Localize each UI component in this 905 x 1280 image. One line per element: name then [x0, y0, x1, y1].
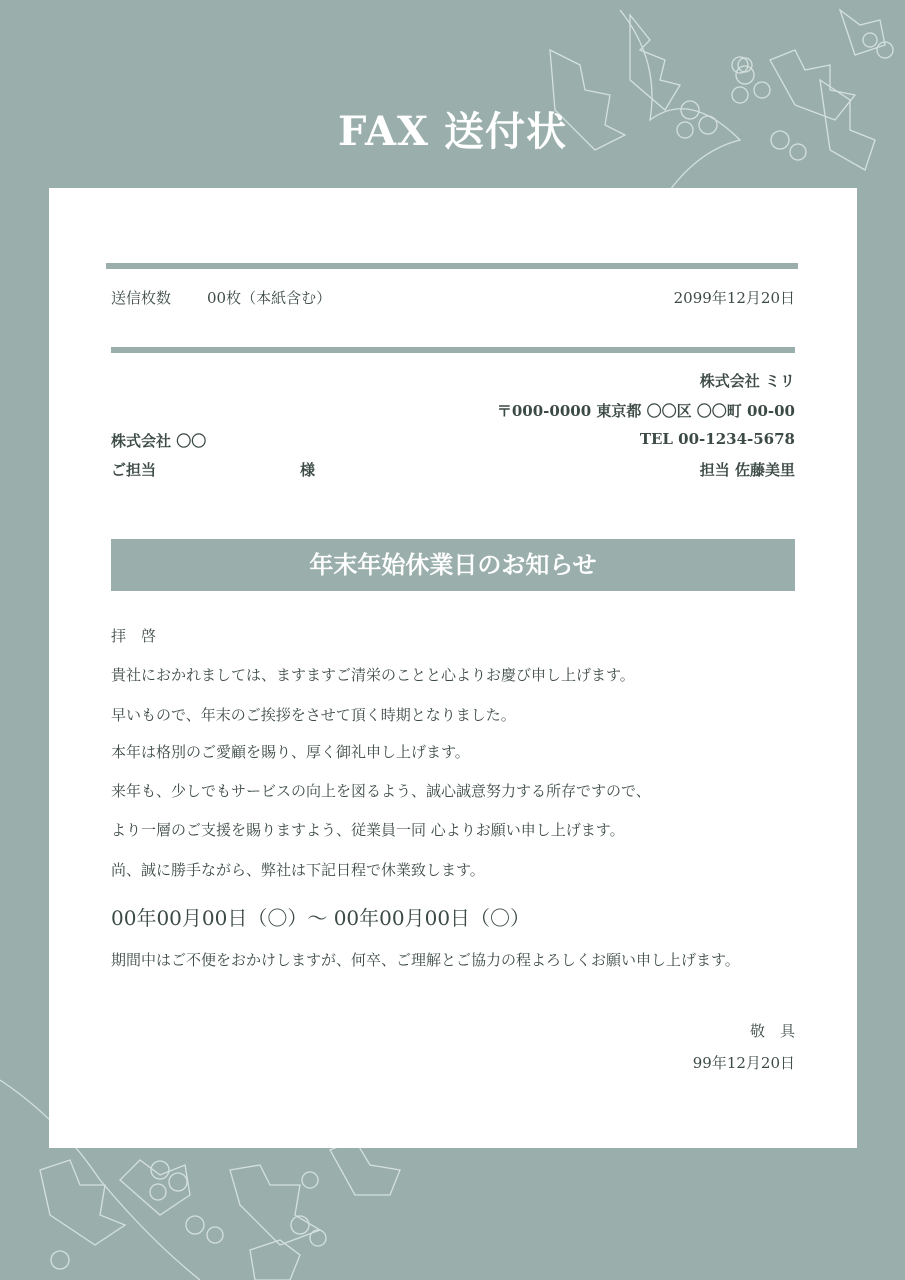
notice-heading: 年末年始休業日のお知らせ — [111, 539, 795, 591]
closing-date: 99年12月20日 — [692, 1054, 795, 1072]
recipient-honorific: 様 — [300, 461, 316, 479]
send-date: 2099年12月20日 — [673, 289, 795, 307]
pages-value: 00枚（本紙含む） — [207, 289, 332, 307]
recipient-company: 株式会社 〇〇 — [111, 432, 207, 450]
closing: 敬 具 — [749, 1022, 795, 1040]
divider-top — [106, 263, 798, 269]
body-line: 来年も、少しでもサービスの向上を図るよう、誠心誠意努力する所存ですので、 — [111, 782, 651, 800]
sender-person: 担当 佐藤美里 — [699, 461, 795, 479]
body-line: 尚、誠に勝手ながら、弊社は下記日程で休業致します。 — [111, 861, 485, 879]
closing-line: 期間中はご不便をおかけしますが、何卒、ご理解とご協力の程よろしくお願い申し上げます。 — [111, 951, 740, 969]
body-line: 貴社におかれましては、ますますご清栄のことと心よりお慶び申し上げます。 — [111, 666, 635, 684]
pages-label: 送信枚数 — [111, 289, 172, 307]
page-title: FAX 送付状 — [337, 108, 568, 155]
sender-address: 〒000-0000 東京都 〇〇区 〇〇町 00-00 — [496, 402, 795, 420]
recipient-person-label: ご担当 — [111, 461, 157, 479]
opening: 拝 啓 — [111, 627, 157, 645]
sender-tel: TEL 00-1234-5678 — [639, 430, 795, 448]
divider-second — [111, 347, 795, 353]
body-line: より一層のご支援を賜りますよう、従業員一同 心よりお願い申し上げます。 — [111, 821, 625, 839]
sender-company: 株式会社 ミリ — [699, 372, 795, 390]
body-line: 本年は格別のご愛顧を賜り、厚く御礼申し上げます。 — [111, 743, 470, 761]
holiday-period: 00年00月00日（〇）～ 00年00月00日（〇） — [111, 906, 531, 930]
body-line: 早いもので、年末のご挨拶をさせて頂く時期となりました。 — [111, 706, 516, 724]
